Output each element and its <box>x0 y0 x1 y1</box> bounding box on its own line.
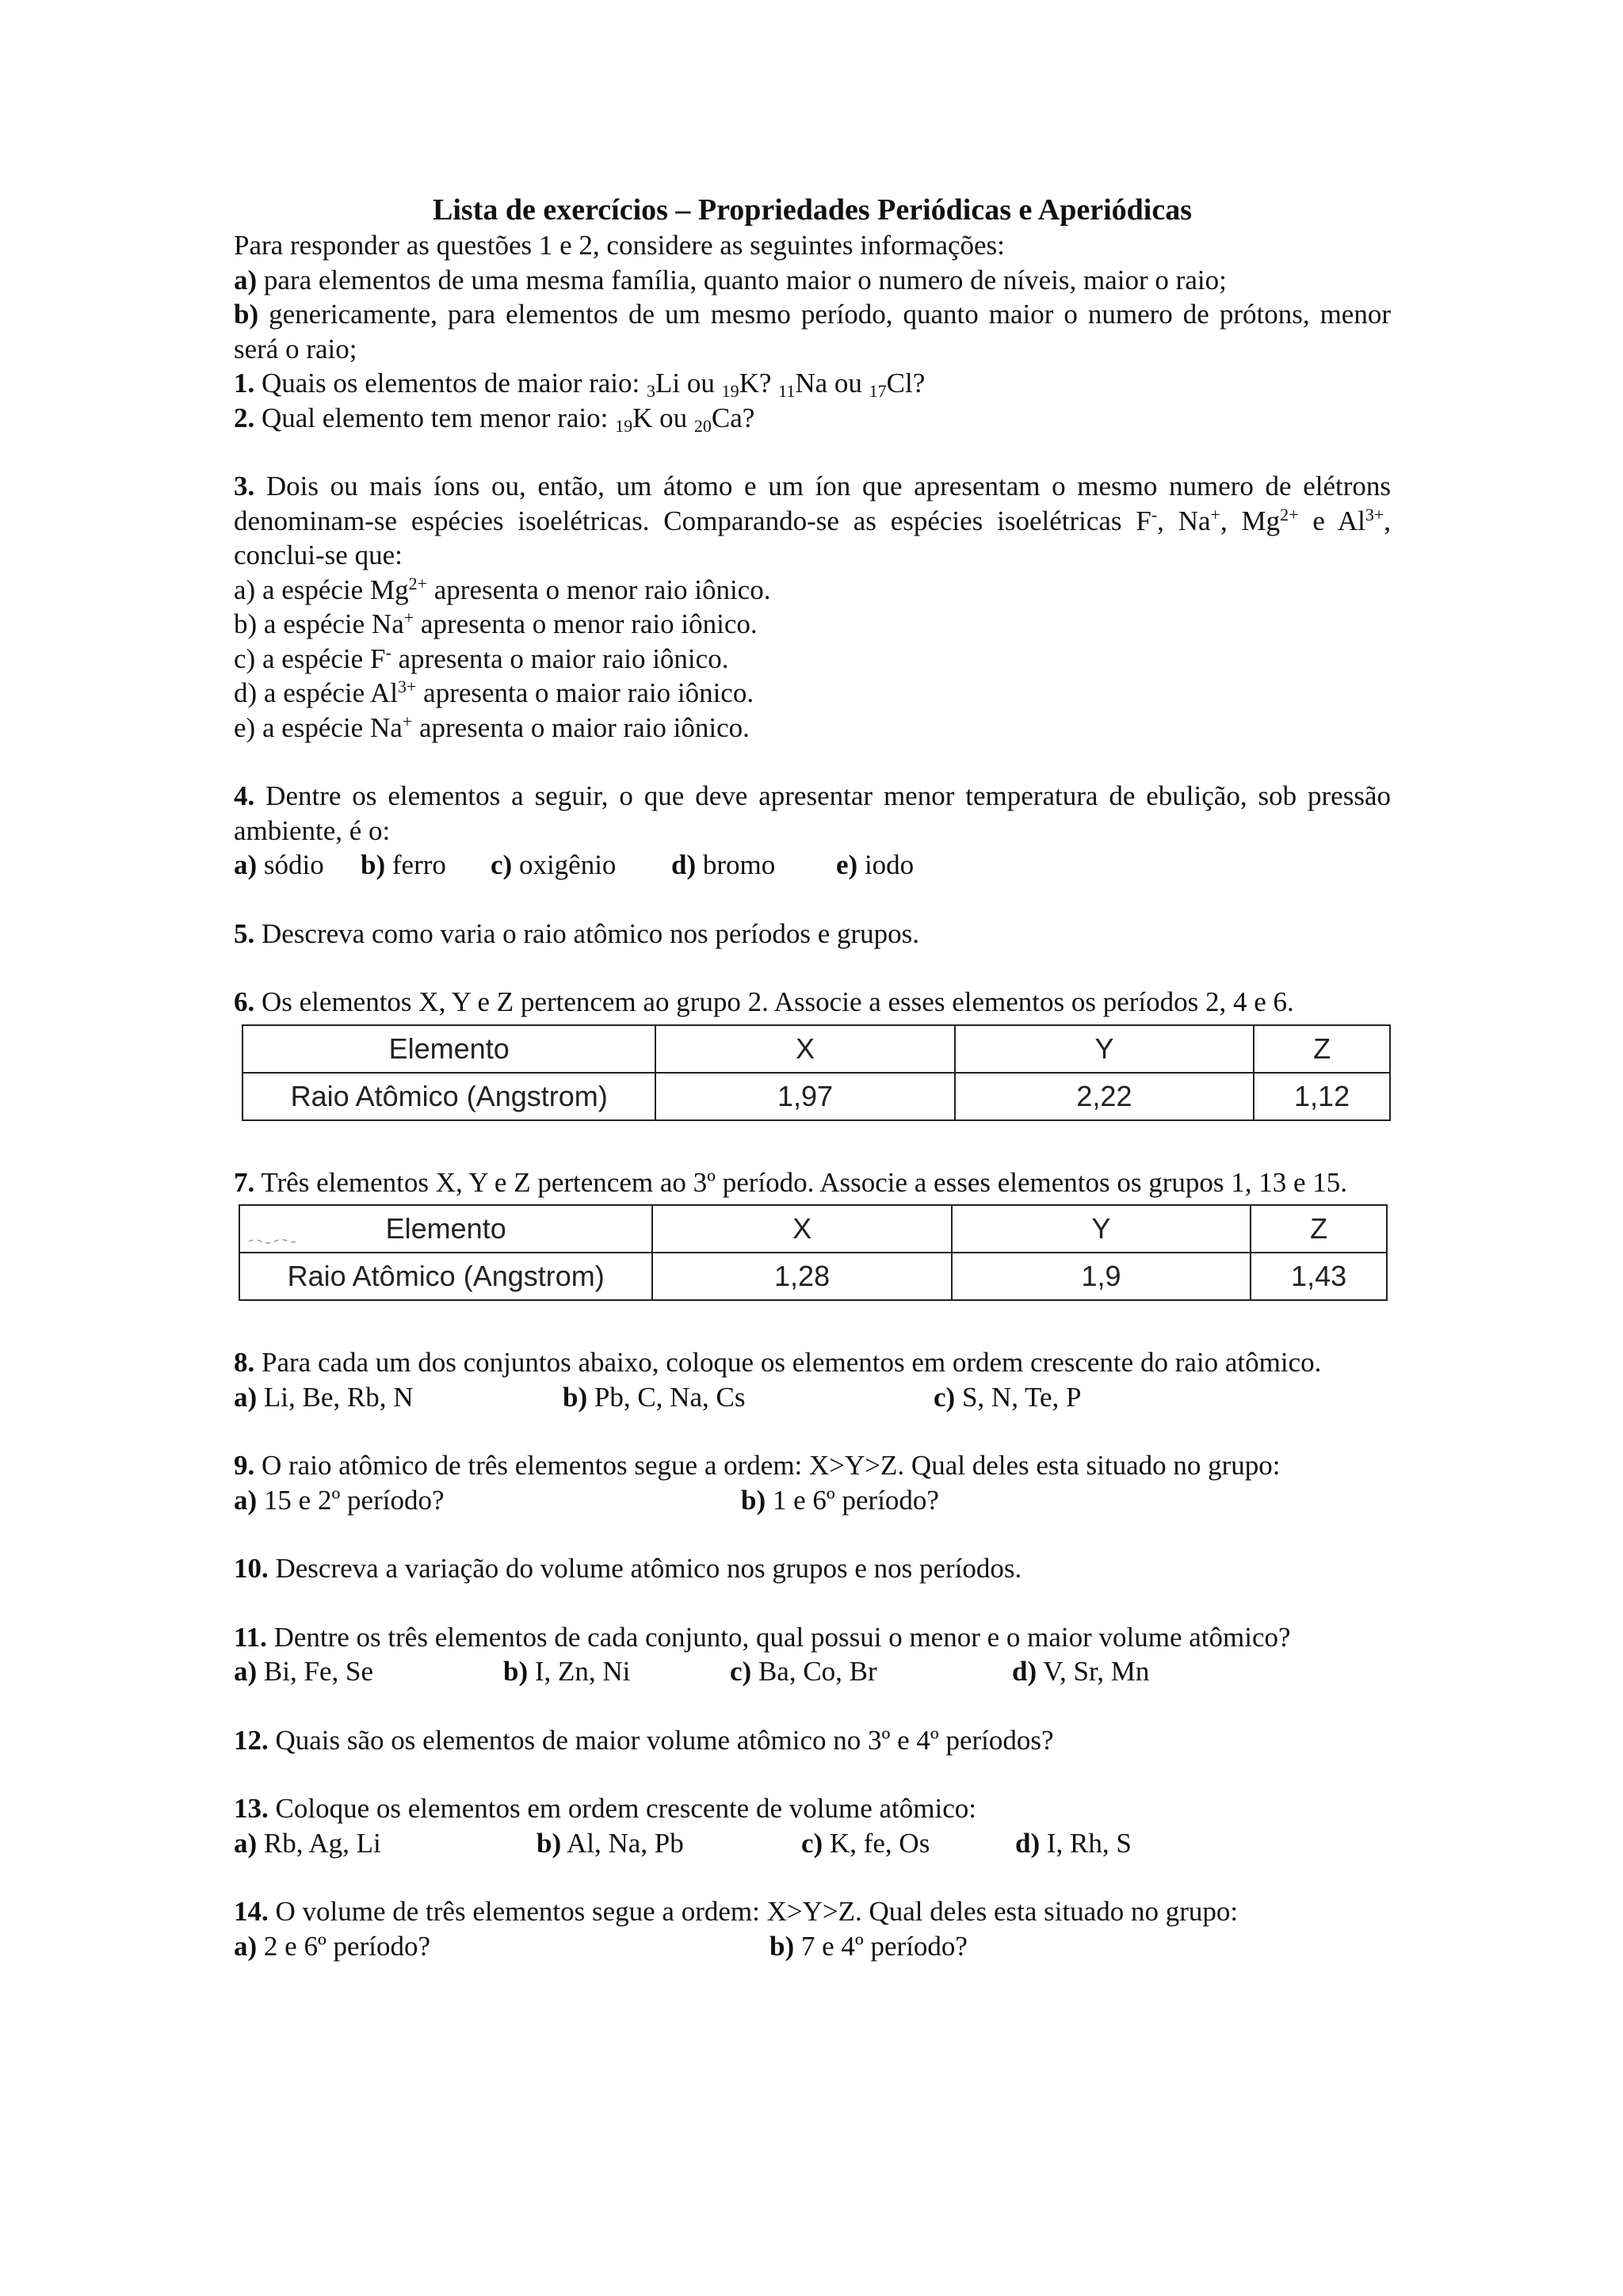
question-5: 5. Descreva como varia o raio atômico nos períodos e grupos. <box>234 917 920 949</box>
question-9: 9. O raio atômico de três elementos segue a ordem: X>Y>Z. Qual deles esta situado no grupo: <box>234 1450 1281 1481</box>
question-7: 7. Três elementos X, Y e Z pertencem ao 3º período. Associe a esses elementos os grupos 1, 13 e 15. <box>234 1166 1348 1198</box>
question-8-options <box>234 1380 1391 1415</box>
question-3-option-c: c) a espécie F- apresenta o maior raio iônico. <box>234 642 729 674</box>
option-c: c) oxigênio <box>491 849 617 880</box>
question-4: 4. Dentre os elementos a seguir, o que deve apresentar menor temperatura de ebulição, sob pressão ambiente, é o: <box>234 780 1391 846</box>
question-6: 6. Os elementos X, Y e Z pertencem ao grupo 2. Associe a esses elementos os períodos 2, 4 e 6. <box>234 986 1294 1017</box>
option-b: b) I, Zn, Ni <box>503 1656 631 1687</box>
question-1: 1. Quais os elementos de maior raio: $_3$Li ou $_{19}$K? $_{11}$Na ou $_{17}$Cl? <box>234 368 926 401</box>
option-b: b) Al, Na, Pb <box>537 1827 684 1859</box>
question-11: 11. Dentre os três elementos de cada conjunto, qual possui o menor e o maior volume atômico? <box>234 1621 1291 1653</box>
question-14: 14. O volume de três elementos segue a ordem: X>Y>Z. Qual deles esta situado no grupo: <box>234 1896 1239 1927</box>
option-a: a) Bi, Fe, Se <box>234 1656 373 1687</box>
question-10: 10. Descreva a variação do volume atômico nos grupos e nos períodos. <box>234 1553 1022 1584</box>
option-a: a) Li, Be, Rb, N <box>234 1381 414 1413</box>
question-13: 13. Coloque os elementos em ordem crescente de volume atômico: <box>234 1793 976 1824</box>
table-row: Elemento X Y Z <box>239 1205 1387 1253</box>
option-e: e) iodo <box>836 849 915 880</box>
intro-text: Para responder as questões 1 e 2, considere as seguintes informações: <box>234 230 1005 261</box>
page-title: Lista de exercícios – Propriedades Periódicas e Aperiódicas <box>433 193 1192 227</box>
question-6-table <box>242 1024 1391 1121</box>
question-7-table <box>239 1204 1388 1301</box>
document-body <box>234 192 1391 1963</box>
option-d: d) I, Rh, S <box>1015 1827 1132 1859</box>
table-row: Raio Atômico (Angstrom) 1,97 2,22 1,12 <box>242 1073 1390 1120</box>
option-b: b) ferro <box>361 849 446 880</box>
option-c: c) S, N, Te, P <box>934 1381 1082 1413</box>
option-c: c) K, fe, Os <box>801 1827 930 1859</box>
option-a: a) sódio <box>234 849 324 880</box>
option-a: a) 2 e 6º período? <box>234 1930 430 1962</box>
question-2: 2. Qual elemento tem menor raio: $_{19}$K ou $_{20}$Ca? <box>234 402 755 436</box>
option-b: b) Pb, C, Na, Cs <box>563 1381 746 1413</box>
question-3: 3. Dois ou mais íons ou, então, um átomo e um íon que apresentam o mesmo numero de elétrons denominam-se espécies isoelétricas. Comparando-se as espécies isoelétricas F-, Na+, $Mg^{2+}$ e $Al^{3+}$, conclui-se que: <box>234 471 1392 570</box>
question-3-option-d: d) a espécie $Al^{3+}$ apresenta o maior raio iônico. <box>234 677 754 708</box>
question-12: 12. Quais são os elementos de maior volume atômico no 3º e 4º períodos? <box>234 1724 1054 1756</box>
question-4-options <box>234 848 1391 883</box>
option-d: d) V, Sr, Mn <box>1012 1656 1150 1687</box>
question-3-option-b: b) a espécie Na+ apresenta o menor raio iônico. <box>234 608 758 639</box>
option-b: b) 7 e 4º período? <box>769 1930 968 1962</box>
option-b: b) 1 e 6º período? <box>741 1484 939 1516</box>
question-8: 8. Para cada um dos conjuntos abaixo, coloque os elementos em ordem crescente do raio atômico. <box>234 1347 1322 1378</box>
option-d: d) bromo <box>671 849 776 880</box>
option-c: c) Ba, Co, Br <box>730 1656 877 1687</box>
question-14-options <box>234 1929 1391 1964</box>
question-3-option-e: e) a espécie Na+ apresenta o maior raio iônico. <box>234 711 750 743</box>
question-13-options <box>234 1826 1391 1861</box>
table-row: Elemento X Y Z <box>242 1025 1390 1073</box>
info-b: b) genericamente, para elementos de um mesmo período, quanto maior o numero de prótons, menor será o raio; <box>234 299 1391 364</box>
question-3-option-a: a) a espécie $Mg^{2+}$ apresenta o menor raio iônico. <box>234 573 771 605</box>
option-a: a) Rb, Ag, Li <box>234 1827 381 1859</box>
table-row: Raio Atômico (Angstrom) 1,28 1,9 1,43 <box>239 1253 1387 1300</box>
option-a: a) 15 e 2º período? <box>234 1484 445 1516</box>
question-11-options <box>234 1654 1391 1689</box>
question-9-options <box>234 1483 1391 1518</box>
info-a: a) para elementos de uma mesma família, quanto maior o numero de níveis, maior o raio; <box>234 264 1227 296</box>
